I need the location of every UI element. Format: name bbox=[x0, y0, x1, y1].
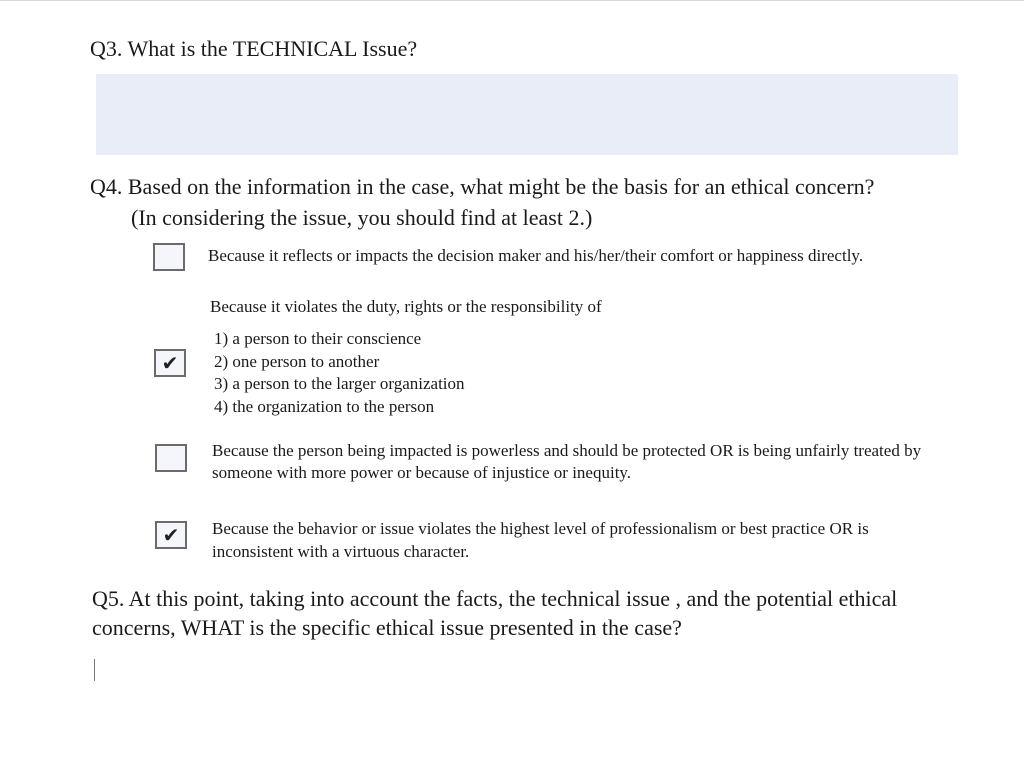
option-4-label-line2: inconsistent with a virtuous character. bbox=[212, 542, 470, 561]
option-1-check-icon bbox=[155, 245, 183, 269]
option-2-subitem-2: 2) one person to another bbox=[214, 352, 380, 371]
option-3-check-icon bbox=[157, 446, 185, 470]
option-2-subitem-1: 1) a person to their conscience bbox=[214, 329, 422, 348]
option-2-subitem-4: 4) the organization to the person bbox=[214, 397, 435, 416]
q4-question-line2: (In considering the issue, you should find at least 2.) bbox=[131, 205, 593, 230]
q3-question: Q3. What is the TECHNICAL Issue? bbox=[90, 36, 418, 61]
text-cursor[interactable] bbox=[94, 659, 95, 681]
q3-answer-field[interactable] bbox=[96, 74, 958, 155]
option-3-label-line2: someone with more power or because of injustice or inequity. bbox=[212, 463, 632, 482]
option-4-check-icon: ✔ bbox=[162, 523, 180, 547]
option-2-intro: Because it violates the duty, rights or the responsibility of bbox=[210, 297, 602, 316]
page-top-border bbox=[0, 0, 1024, 1]
q4-question-line1: Q4. Based on the information in the case, what might be the basis for an ethical concern? bbox=[90, 174, 875, 199]
option-3-checkbox[interactable] bbox=[155, 444, 187, 472]
option-2-subitem-3: 3) a person to the larger organization bbox=[214, 374, 465, 393]
q5-question-line2: concerns, WHAT is the specific ethical issue presented in the case? bbox=[92, 615, 682, 640]
option-4-label-line1: Because the behavior or issue violates the highest level of professionalism or best practice OR is bbox=[212, 519, 869, 538]
option-1-label: Because it reflects or impacts the decision maker and his/her/their comfort or happiness directly. bbox=[208, 246, 864, 265]
q5-question-line1: Q5. At this point, taking into account the facts, the technical issue , and the potential ethical bbox=[92, 586, 898, 611]
option-1-checkbox[interactable] bbox=[153, 243, 185, 271]
option-4-checkbox[interactable] bbox=[155, 521, 187, 549]
option-3-label-line1: Because the person being impacted is powerless and should be protected OR is being unfairly treated by bbox=[212, 441, 922, 460]
option-2-checkbox[interactable] bbox=[154, 349, 186, 377]
option-2-check-icon: ✔ bbox=[161, 351, 179, 375]
